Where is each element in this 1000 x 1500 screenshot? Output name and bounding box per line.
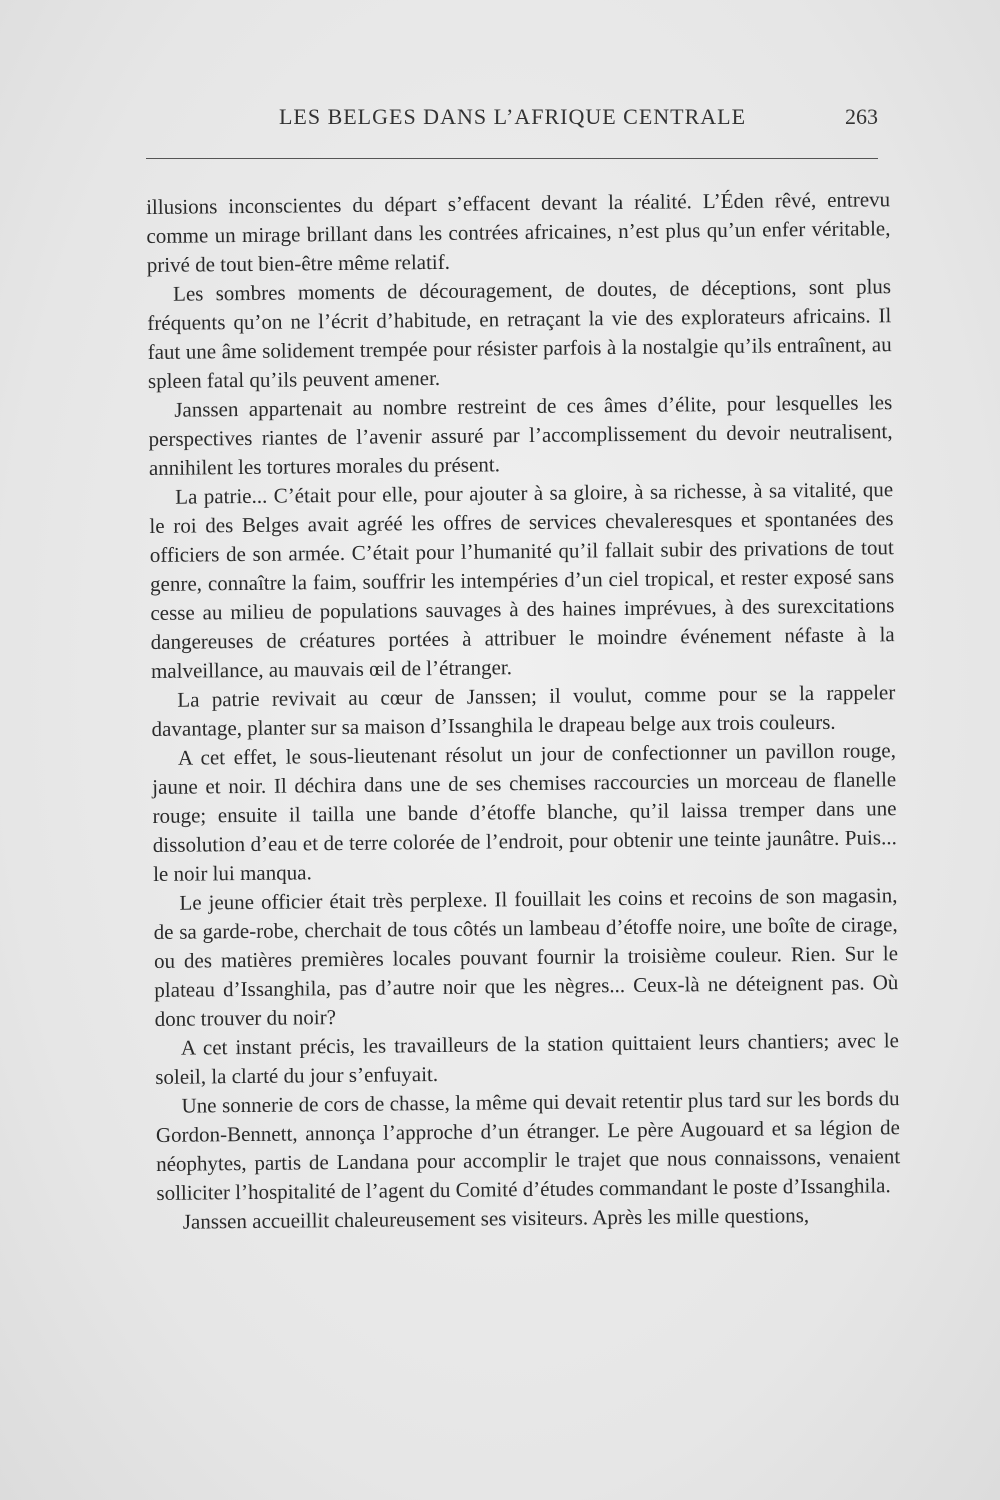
paragraph: La patrie revivait au cœur de Janssen; il voulut, comme pour se la rappeler davantage, planter sur sa maison d’Issanghila le drapeau belge aux trois couleurs. [151, 680, 896, 741]
paragraph: Le jeune officier était très perplexe. Il fouillait les coins et recoins de son magasin, de sa garde-robe, cherchait de tous côtés un lambeau d’étoffe noire, une boîte de cirage, ou des matières premières locales pouvant fournir la troisième couleur. Rien. Sur le plateau d’Issanghila, pas d’autre noir que les nègres... Ceux-là ne déteignent pas. Où donc trouver du noir? [153, 883, 899, 1031]
paragraph: Janssen appartenait au nombre restreint de ces âmes d’élite, pour lesquelles les perspectives riantes de l’avenir assuré par l’accomplissement du devoir neutralisent, annihilent les tortures morales du présent. [148, 390, 893, 480]
running-head: LES BELGES DANS L’AFRIQUE CENTRALE [278, 104, 747, 129]
body-text [146, 185, 901, 1237]
paragraph: Une sonnerie de cors de chasse, la même qui devait retentir plus tard sur les bords du Gordon-Bennett, annonça l’approche d’un étranger. Le père Augouard et sa légion de néophytes, partis de Landana pour accomplir le trajet que nous connaissons, venaient solliciter l’hospitalité de l’agent du Comité d’études commandant le poste d’Issanghila. [155, 1086, 901, 1205]
paragraph: illusions inconscientes du départ s’effacent devant la réalité. L’Éden rêvé, entrevu comme un mirage brillant dans les contrées africaines, n’est plus qu’un enfer véritable, privé de tout bien-être même relatif. [146, 187, 891, 277]
header-rule [146, 158, 878, 159]
paragraph: La patrie... C’était pour elle, pour ajouter à sa gloire, à sa richesse, à sa vitalité, que le roi des Belges avait agréé les offres de services chevaleresques et spontanées des officiers de son armée. C’était pour l’humanité qu’il fallait subir des privations de tout genre, connaître la faim, souffrir les intempéries d’un ciel tropical, et rester exposé sans cesse au milieu de populations sauvages à des haines imprévues, à des surexcitations dangereuses de créatures portées à attribuer le moindre événement néfaste à la malveillance, au mauvais œil de l’étranger. [149, 477, 895, 683]
paragraph: A cet effet, le sous-lieutenant résolut un jour de confectionner un pavillon rouge, jaune et noir. Il déchira dans une de ses chemises raccourcies un morceau de flanelle rouge; ensuite il tailla une bande d’étoffe blanche, qu’il laissa tremper dans une dissolution d’eau et de terre colorée de l’endroit, pour obtenir une teinte jaunâtre. Puis... le noir lui manqua. [152, 738, 897, 886]
page-number: 263 [845, 104, 878, 129]
page-header [145, 104, 880, 138]
paragraph: A cet instant précis, les travailleurs de la station quittaient leurs chantiers; avec le soleil, la clarté du jour s’enfuyait. [155, 1028, 900, 1089]
paragraph: Janssen accueillit chaleureusement ses visiteurs. Après les mille questions, [182, 1203, 810, 1234]
paragraph: Les sombres moments de découragement, de doutes, de déceptions, sont plus fréquents qu’on ne l’écrit d’habitude, en retraçant la vie des explorateurs africains. Il faut une âme solidement trempée pour résister parfois à la nostalgie qu’ils entraînent, au spleen fatal qu’ils peuvent amener. [147, 274, 892, 393]
